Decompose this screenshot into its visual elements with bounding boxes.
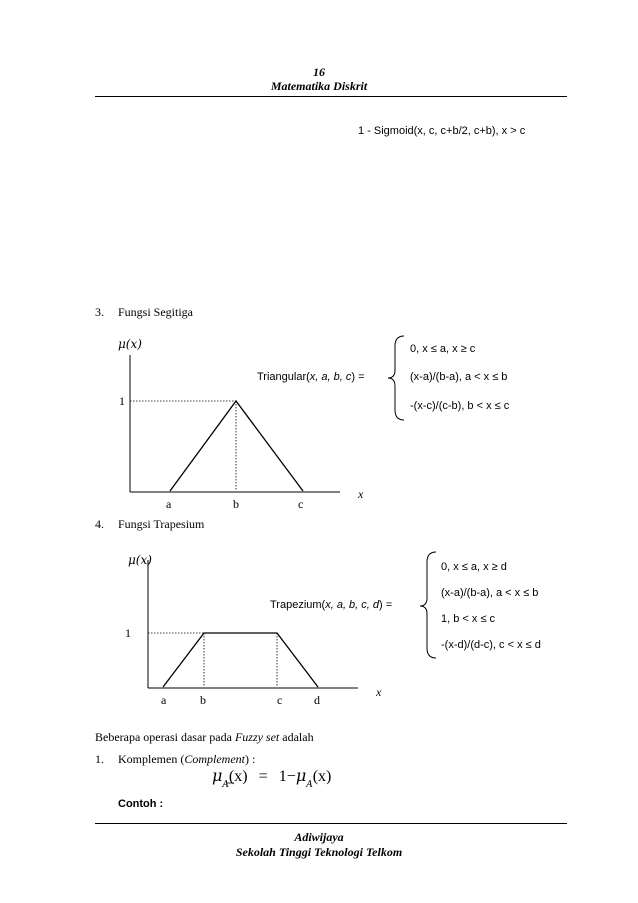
page-number: 16 <box>313 65 325 79</box>
trap-func-name: Trapezium( <box>270 599 326 611</box>
tri-brace <box>388 336 404 420</box>
formula-mu-left: μ <box>212 766 223 785</box>
formula-sub-right: A <box>306 780 313 791</box>
op1-emph: Complement <box>184 752 245 766</box>
footer-institution: Sekolah Tinggi Teknologi Telkom <box>235 845 403 859</box>
trap-case-2: (x-a)/(b-a), a < x ≤ b <box>441 587 539 599</box>
ops-intro-after: adalah <box>279 730 314 744</box>
ops-intro-emph: Fuzzy set <box>234 730 280 744</box>
formula-mu-right: μ <box>295 766 307 785</box>
tri-case-2: (x-a)/(b-a), a < x ≤ b <box>410 371 508 383</box>
tri-tick-b: b <box>233 497 239 511</box>
tri-func-end: ) = <box>351 371 365 383</box>
contoh-label: Contoh : <box>118 798 164 810</box>
section3-number: 3. <box>95 305 104 319</box>
tri-mu-label <box>118 337 142 351</box>
complement-formula <box>212 766 332 791</box>
tri-case-3: -(x-c)/(c-b), b < x ≤ c <box>410 400 510 412</box>
footer-rule <box>95 823 567 824</box>
header-title: Matematika Diskrit <box>270 79 368 93</box>
trap-one-label: 1 <box>125 626 131 640</box>
trap-membership-line <box>163 633 318 687</box>
trap-func-args: x, a, b, c, d <box>325 599 380 611</box>
formula-sub-left: A <box>222 780 229 791</box>
trap-function-label <box>270 599 392 611</box>
op1-label <box>118 752 255 767</box>
trap-case-4: -(x-d)/(d-c), c < x ≤ d <box>441 639 541 651</box>
trap-tick-d: d <box>314 693 320 707</box>
tri-case-1: 0, x ≤ a, x ≥ c <box>410 343 476 355</box>
formula-x-right: (x) <box>312 768 332 785</box>
trap-x-label: x <box>376 685 382 699</box>
tri-tick-c: c <box>298 497 304 511</box>
op1-number: 1. <box>95 752 104 766</box>
tri-x-label: x <box>358 487 364 501</box>
op1-after: ) : <box>244 752 256 766</box>
tri-func-name: Triangular( <box>257 371 310 383</box>
ops-intro-before: Beberapa operasi dasar pada <box>95 730 235 744</box>
trap-mu-label <box>128 553 152 568</box>
formula-x-left: (x) <box>228 768 248 785</box>
footer-author: Adiwijaya <box>294 830 344 844</box>
section4-number: 4. <box>95 517 104 531</box>
trap-case-1: 0, x ≤ a, x ≥ d <box>441 561 507 573</box>
trap-tick-c: c <box>277 693 283 707</box>
tri-function-label <box>257 371 365 383</box>
trap-tick-a: a <box>161 693 167 707</box>
sigmoid-formula: 1 - Sigmoid(x, c, c+b/2, c+b), x > c <box>358 125 526 137</box>
formula-equals: = <box>258 768 268 785</box>
tri-func-args: x, a, b, c <box>309 371 352 383</box>
ops-intro <box>95 730 314 745</box>
trap-mu-text: μ(x) <box>128 553 152 567</box>
op1-label-text: Komplemen ( <box>118 752 185 766</box>
tri-one-label: 1 <box>119 394 125 408</box>
formula-one-minus: 1− <box>278 768 296 785</box>
tri-tick-a: a <box>166 497 172 511</box>
trap-brace <box>420 552 436 658</box>
section3-title: Fungsi Segitiga <box>118 305 194 319</box>
tri-mu-text: μ(x) <box>118 337 142 351</box>
trap-case-3: 1, b < x ≤ c <box>441 613 496 625</box>
trap-func-end: ) = <box>379 599 393 611</box>
section4-title: Fungsi Trapesium <box>118 517 205 531</box>
trap-tick-b: b <box>200 693 206 707</box>
tri-membership-line <box>170 401 303 491</box>
